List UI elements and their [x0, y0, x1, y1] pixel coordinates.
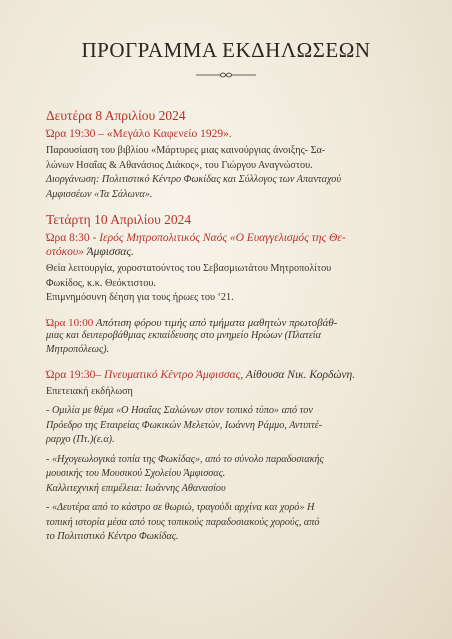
event-line: Πρόεδρο της Εταιρείας Φωκικών Μελετών, Ιωάννη Ράμμο, Αντιπτέ-: [46, 419, 323, 431]
event-line: ραρχο (Πτ.)(ε.α).: [46, 434, 115, 445]
event-line: τοπική ιστορία μέσα από τους τοπικούς παραδοσιακούς χορούς, από: [46, 516, 320, 528]
event-line: - Ομιλία με θέμα «Ο Ησαΐας Σαλώνων στον τοπικό τύπο» από τον: [46, 405, 313, 416]
event-line: το Πολιτιστικό Κέντρο Φωκίδας.: [46, 531, 179, 542]
event-heading-cont: [46, 245, 414, 259]
event-time: Ώρα 19:30: [46, 368, 96, 381]
program-content: [46, 108, 414, 546]
event-time: Ώρα 19:30: [46, 128, 96, 140]
event-line: Επετειακή εκδήλωση: [46, 385, 133, 397]
event-line: - «Δευτέρα από το κάστρο σε θωριώ, τραγούδι αρχίνα και χορό» Η: [46, 502, 315, 513]
day-heading: Δευτέρα 8 Απριλίου 2024: [46, 108, 186, 123]
event-place: – Πνευματικό Κέντρο Άμφισσας,: [95, 368, 244, 381]
event-place: – «Μεγάλο Καφενείο 1929».: [95, 128, 232, 140]
event-heading: [46, 127, 414, 141]
event-line: μιας και δευτεροβάθμιας εκπαίδευσης στο μνημείο Ηρώων (Πλατεία: [46, 329, 321, 341]
event-time: Ώρα 10:00: [46, 316, 94, 329]
day-heading: Τετάρτη 10 Απριλίου 2024: [46, 212, 192, 227]
event-line: Αμφισσέων «Τα Σάλωνα».: [46, 188, 153, 200]
event-place-city: Άμφισσας.: [83, 246, 134, 258]
divider-ornament-icon: [196, 70, 256, 80]
event-hall: Αίθουσα Νικ. Κορδώνη.: [243, 368, 356, 381]
event-line: - «Ηχογεωλογικά τοπία της Φωκίδας», από το σύνολο παραδοσιακής: [46, 453, 324, 465]
event-place: οτόκου»: [46, 246, 84, 258]
event-line: λώνων Ησαΐας & Αθανάσιος Διάκος», του Γιώργου Αναγνώστου.: [46, 159, 313, 171]
event-line: Επιμνημόσυνη δέηση για τους ήρωες του ‘21.: [46, 292, 234, 303]
event-line: Απότιση φόρου τιμής από τμήματα μαθητών πρωτοβάθ-: [93, 316, 338, 329]
event-line: Φωκίδος, κ.κ. Θεόκτιστου.: [46, 277, 156, 289]
event-time: Ώρα 8:30: [46, 232, 90, 244]
event-line: Καλλιτεχνική επιμέλεια: Ιωάννης Αθανασίου: [46, 482, 226, 494]
event-line: μουσικής του Μουσικού Σχολείου Άμφισσας.: [46, 468, 226, 479]
event-line: Παρουσίαση του βιβλίου «Μάρτυρες μιας καινούργιας άνοιξης- Σα-: [46, 145, 326, 156]
event-line: Θεία λειτουργία, χοροστατούντος του Σεβασμιωτάτου Μητροπολίτου: [46, 263, 332, 274]
event-line: Μητροπόλεως).: [46, 344, 110, 355]
event-line: Διοργάνωση: Πολιτιστικό Κέντρο Φωκίδας και Σύλλογος των Απανταχού: [46, 174, 342, 185]
event-heading: [46, 231, 414, 245]
event-place: - Ιερός Μητροπολιτικός Ναός «Ο Ευαγγελισμός της Θε-: [89, 232, 346, 244]
event-heading: [46, 368, 414, 382]
event-heading: [46, 316, 414, 330]
page-title: ΠΡΟΓΡΑΜΜΑ ΕΚΔΗΛΩΣΕΩΝ: [81, 38, 371, 62]
